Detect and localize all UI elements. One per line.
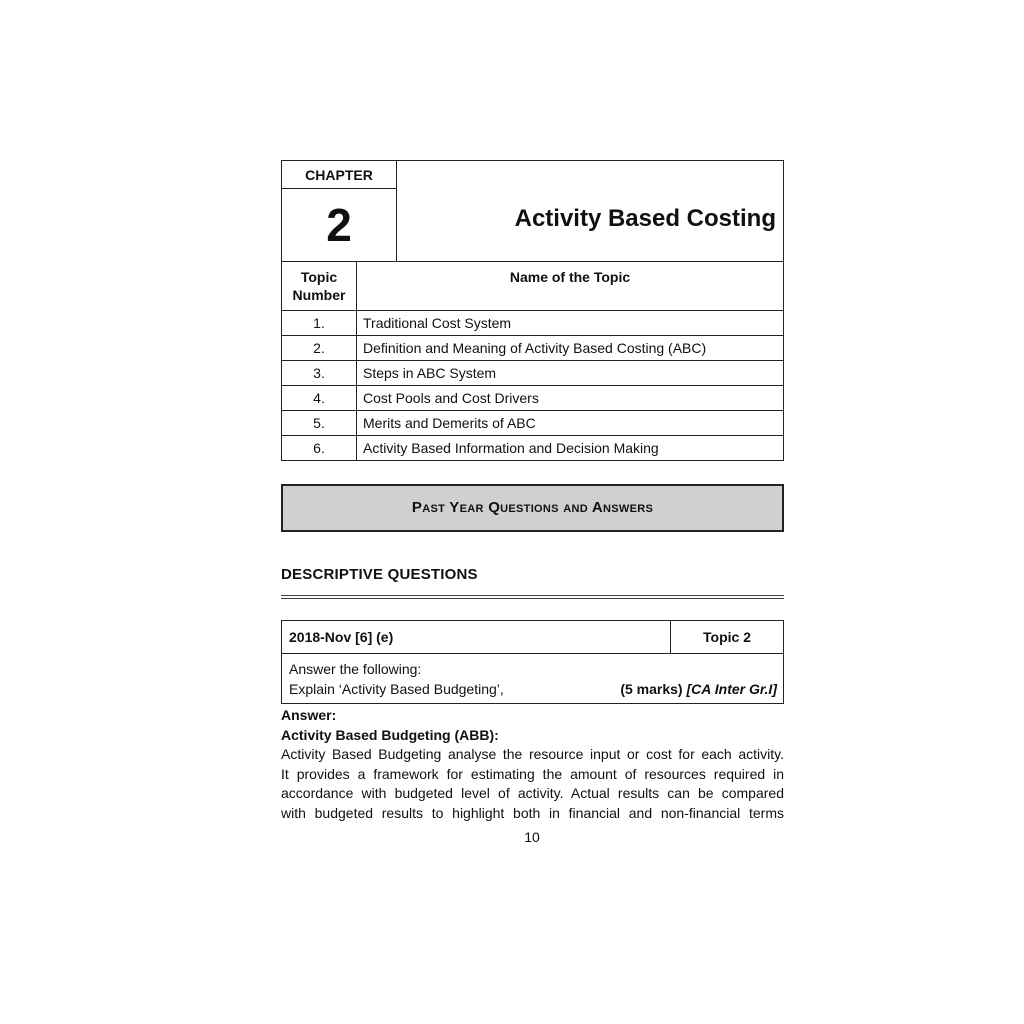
chapter-title: Activity Based Costing [514, 205, 776, 232]
chapter-label: CHAPTER [282, 161, 397, 189]
question-body [289, 659, 777, 699]
topic-name: Activity Based Information and Decision Making [357, 436, 784, 461]
answer-section [281, 706, 784, 823]
topic-name: Definition and Meaning of Activity Based Costing (ABC) [357, 336, 784, 361]
question-line-2-row [289, 679, 777, 699]
answer-paragraph [281, 745, 784, 823]
topic-number: 5. [282, 411, 357, 436]
topic-name: Merits and Demerits of ABC [357, 411, 784, 436]
topics-table-header-row [282, 262, 784, 311]
table-row [282, 311, 784, 336]
answer-subheading: Activity Based Budgeting (ABB): [281, 726, 499, 743]
topic-name: Traditional Cost System [357, 311, 784, 336]
answer-line: with budgeted results to highlight both in financial and non-financial terms [281, 804, 784, 821]
topic-number: 2. [282, 336, 357, 361]
question-line-1: Answer the following: [289, 661, 422, 677]
topic-number: 4. [282, 386, 357, 411]
chapter-header [281, 160, 784, 262]
section-banner: Past Year Questions and Answers [281, 484, 784, 532]
topic-number: 6. [282, 436, 357, 461]
question-source: [CA Inter Gr.I] [686, 681, 777, 697]
table-row [282, 361, 784, 386]
topic-number-header: Topic Number [282, 262, 357, 311]
chapter-number: 2 [282, 189, 397, 261]
marks-value: (5 marks) [620, 681, 683, 697]
table-row [282, 436, 784, 461]
question-line-2: Explain ‘Activity Based Budgeting’, [289, 681, 504, 697]
topic-name: Steps in ABC System [357, 361, 784, 386]
question-marks [620, 679, 777, 699]
topic-number: 3. [282, 361, 357, 386]
answer-line: accordance with budgeted level of activity. Actual results can be compared [281, 785, 784, 801]
page-number: 10 [524, 829, 540, 845]
topic-number: 1. [282, 311, 357, 336]
topics-table [281, 261, 784, 461]
double-divider [281, 595, 784, 599]
answer-label: Answer: [281, 707, 337, 723]
table-row [282, 411, 784, 436]
question-reference: 2018-Nov [6] (e) [282, 621, 671, 654]
answer-line: It provides a framework for estimating the amount of resources required in [281, 765, 784, 782]
topic-name: Cost Pools and Cost Drivers [357, 386, 784, 411]
question-topic: Topic 2 [671, 621, 783, 654]
descriptive-heading: DESCRIPTIVE QUESTIONS [281, 566, 478, 583]
table-row [282, 336, 784, 361]
table-row [282, 386, 784, 411]
topic-name-header: Name of the Topic [357, 262, 784, 311]
answer-line: Activity Based Budgeting analyse the resource input or cost for each activity. [281, 746, 784, 762]
question-box [281, 620, 784, 704]
